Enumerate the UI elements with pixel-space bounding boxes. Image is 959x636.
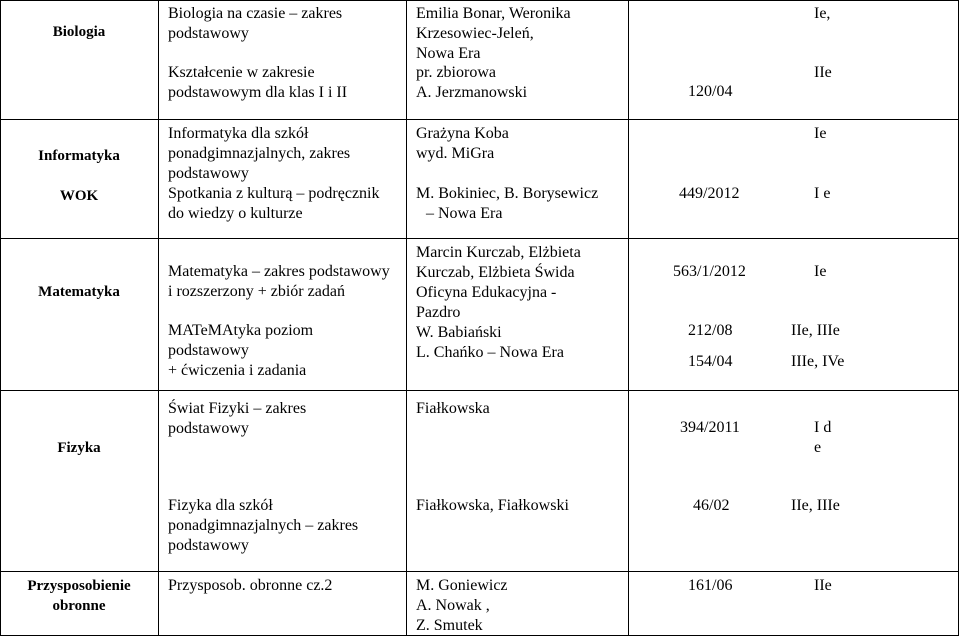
approval-number: 120/04 (688, 83, 733, 100)
book-title: Matematyka – zakres podstawowy i rozszerzony + zbiór zadań (168, 263, 390, 300)
class-list: Ie, (814, 5, 831, 22)
authors: Fiałkowska, Fiałkowski (416, 497, 569, 514)
class-list: IIe, IIIe (791, 322, 840, 339)
grid-line (0, 390, 959, 391)
class-list: IIIe, IVe (791, 353, 845, 370)
book-title: Informatyka dla szkół ponadgimnazjalnych, zakres podstawowy Spotkania z kulturą – podręcznik do wiedzy o kulturze (168, 125, 380, 222)
approval-number: 212/08 (688, 322, 733, 339)
authors: M. Goniewicz A. Nowak , Z. Smutek (416, 577, 508, 634)
authors: pr. zbiorowa A. Jerzmanowski (416, 64, 528, 101)
grid-line (158, 0, 159, 636)
book-title: Świat Fizyki – zakres podstawowy (168, 400, 307, 437)
approval-number: 449/2012 (679, 185, 740, 202)
grid-line (0, 238, 959, 239)
book-title: Fizyka dla szkół ponadgimnazjalnych – zakres podstawowy (168, 497, 359, 554)
subject-matematyka: Matematyka (38, 284, 120, 300)
grid-line (628, 0, 629, 636)
book-title: Biologia na czasie – zakres podstawowy (168, 5, 343, 42)
approval-number: 563/1/2012 (673, 263, 746, 280)
class-list: IIe (814, 64, 832, 81)
book-title: Kształcenie w zakresie podstawowym dla klas I i II (168, 64, 348, 101)
subject-fizyka: Fizyka (57, 440, 101, 456)
class-list: Ie (814, 263, 827, 280)
book-title: MATeMAtyka poziom podstawowy + ćwiczenia i zadania (168, 322, 314, 379)
authors: Marcin Kurczab, Elżbieta Kurczab, Elżbieta Świda Oficyna Edukacyjna - Pazdro W. Babiański L. Chańko – Nowa Era (416, 244, 581, 361)
approval-number: 394/2011 (680, 419, 740, 436)
class-list: I e (814, 185, 831, 202)
subject-przysposobienie: Przysposobienie obronne (27, 578, 131, 614)
grid-line (0, 119, 959, 120)
subject-wok: WOK (59, 188, 99, 204)
grid-line (406, 0, 407, 636)
authors: Emilia Bonar, Weronika Krzesowiec-Jeleń, Nowa Era (416, 5, 571, 62)
authors: Fiałkowska (416, 400, 490, 417)
authors: Grażyna Koba wyd. MiGra (416, 125, 509, 162)
grid-line (0, 0, 959, 1)
authors: M. Bokiniec, B. Borysewicz – Nowa Era (416, 185, 599, 222)
approval-number: 46/02 (693, 497, 730, 514)
subject-biologia: Biologia (52, 24, 106, 40)
approval-number: 161/06 (688, 577, 733, 594)
book-title: Przysposob. obronne cz.2 (168, 577, 333, 594)
grid-line (0, 571, 959, 572)
grid-line (0, 0, 1, 636)
class-list: I d e (814, 419, 832, 456)
class-list: Ie (814, 125, 827, 142)
class-list: IIe (814, 577, 832, 594)
class-list: IIe, IIIe (791, 497, 840, 514)
approval-number: 154/04 (688, 353, 733, 370)
subject-informatyka: Informatyka (38, 148, 120, 164)
